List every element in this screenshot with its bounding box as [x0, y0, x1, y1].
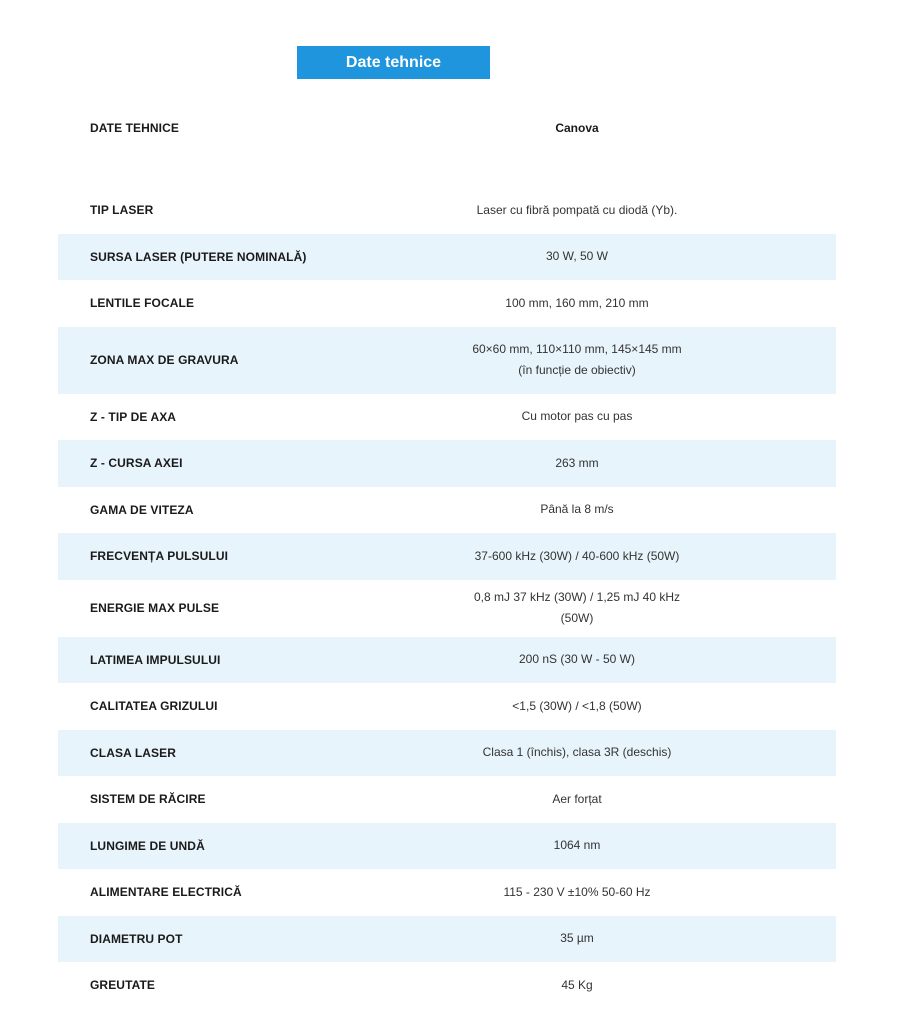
row-label: ENERGIE MAX PULSE	[90, 601, 220, 615]
table-row	[58, 187, 836, 234]
header-label: DATE TEHNICE	[90, 121, 179, 135]
table-row	[58, 730, 836, 777]
row-value: 35 µm	[560, 931, 594, 946]
row-value	[358, 339, 836, 381]
table-row	[58, 683, 836, 730]
row-value: 100 mm, 160 mm, 210 mm	[505, 295, 649, 310]
row-value: 37-600 kHz (30W) / 40-600 kHz (50W)	[474, 548, 680, 563]
row-label: ALIMENTARE ELECTRICĂ	[90, 885, 242, 900]
row-value: Clasa 1 (închis), clasa 3R (deschis)	[482, 745, 672, 760]
spec-table	[58, 104, 836, 1009]
row-value-line1: 60×60 mm, 110×110 mm, 145×145 mm	[472, 342, 682, 356]
table-header-row	[58, 104, 836, 152]
row-value: <1,5 (30W) / <1,8 (50W)	[512, 698, 642, 713]
row-label: LENTILE FOCALE	[90, 296, 195, 311]
row-value: 200 nS (30 W - 50 W)	[518, 652, 636, 667]
row-label: LUNGIME DE UNDĂ	[90, 838, 205, 853]
row-label: GREUTATE	[90, 978, 156, 993]
table-row	[58, 916, 836, 963]
table-row	[58, 533, 836, 580]
row-value: Până la 8 m/s	[540, 502, 614, 517]
row-label: Z - TIP DE AXA	[90, 409, 177, 424]
table-row	[58, 234, 836, 281]
row-value: 1064 nm	[553, 838, 601, 853]
row-label: DIAMETRU POT	[90, 931, 183, 946]
row-value: Aer forțat	[552, 791, 602, 806]
row-label: TIP LASER	[90, 203, 154, 218]
row-label: SURSA LASER (PUTERE NOMINALĂ)	[90, 249, 307, 264]
table-row	[58, 580, 836, 637]
table-row	[58, 869, 836, 916]
row-label: LATIMEA IMPULSULUI	[90, 652, 221, 667]
row-label: Z - CURSA AXEI	[90, 456, 183, 471]
table-row	[58, 637, 836, 684]
table-row	[58, 394, 836, 441]
header-model: Canova	[555, 120, 599, 135]
table-row	[58, 327, 836, 394]
table-row	[58, 962, 836, 1009]
row-value-line2: (în funcție de obiectiv)	[518, 363, 636, 377]
table-row	[58, 487, 836, 534]
row-value: 45 Kg	[561, 977, 593, 992]
table-row	[58, 776, 836, 823]
table-row	[58, 823, 836, 870]
row-value-line1: 0,8 mJ 37 kHz (30W) / 1,25 mJ 40 kHz	[473, 590, 681, 604]
row-value: Laser cu fibră pompată cu diodă (Yb).	[476, 202, 678, 217]
row-label: FRECVENȚA PULSULUI	[90, 549, 229, 564]
row-value: 30 W, 50 W	[545, 249, 609, 264]
row-label: CALITATEA GRIZULUI	[90, 699, 218, 714]
row-label: GAMA DE VITEZA	[90, 502, 194, 517]
table-spacer	[58, 152, 836, 187]
row-value: 263 mm	[555, 455, 599, 470]
row-value: Cu motor pas cu pas	[521, 409, 633, 424]
row-label: CLASA LASER	[90, 745, 176, 760]
row-value	[358, 587, 836, 629]
row-label: SISTEM DE RĂCIRE	[90, 792, 206, 807]
table-row	[58, 440, 836, 487]
row-label: ZONA MAX DE GRAVURA	[90, 353, 239, 367]
row-value: 115 - 230 V ±10% 50-60 Hz	[503, 884, 651, 899]
row-value-line2: (50W)	[560, 611, 594, 625]
date-tehnice-tab[interactable]: Date tehnice	[297, 46, 490, 79]
table-row	[58, 280, 836, 327]
